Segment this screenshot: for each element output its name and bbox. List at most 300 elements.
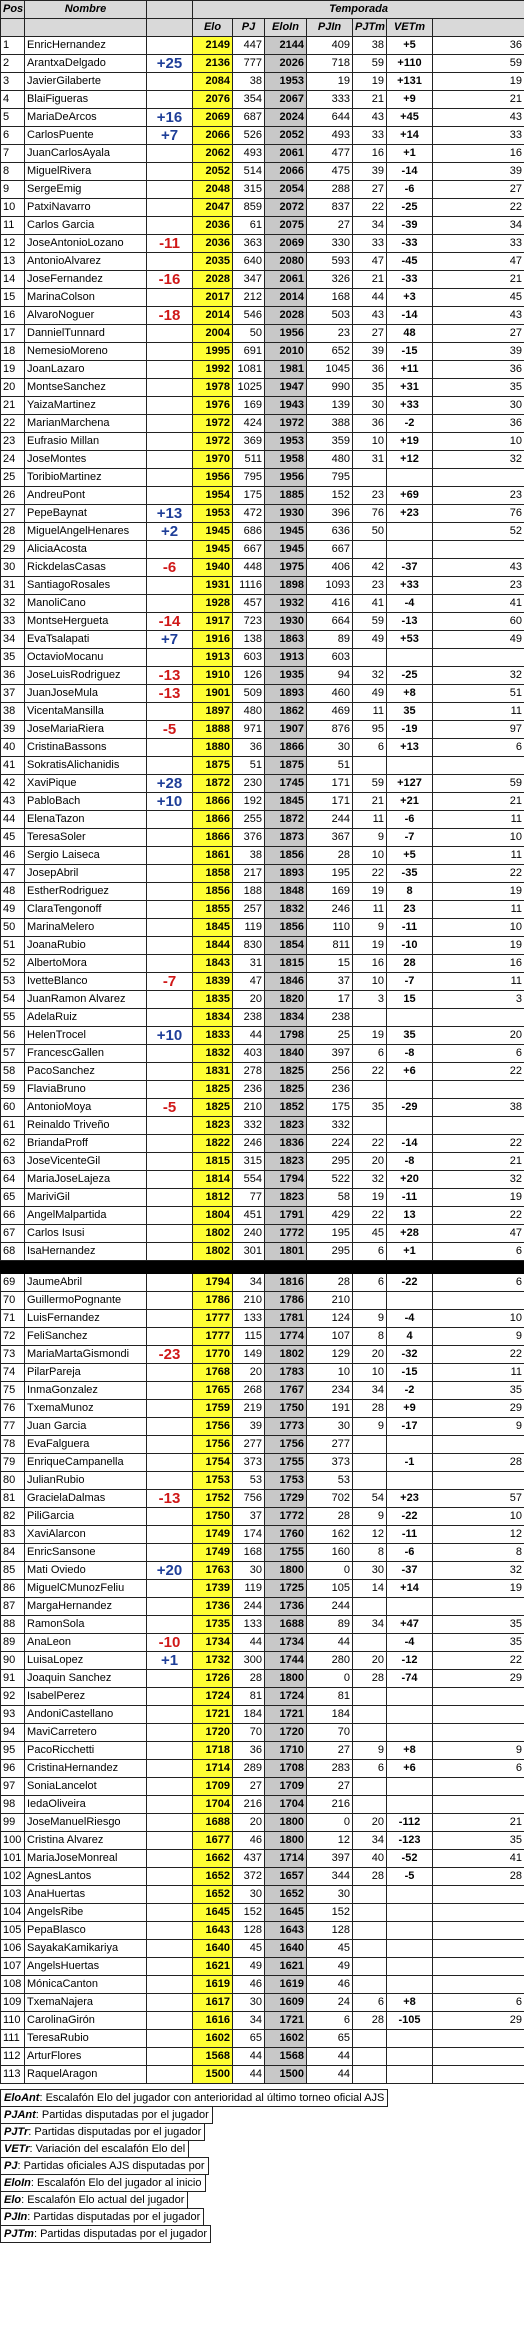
pjin-value: 330 [307, 235, 353, 253]
eloin-value: 1972 [265, 415, 307, 433]
eloin-value: 1708 [265, 1760, 307, 1778]
position-change [147, 1135, 193, 1153]
pjtm-value: 76 [353, 505, 387, 523]
pj-value: 667 [233, 541, 265, 559]
table-row [1, 1225, 524, 1243]
pjin-value: 373 [307, 1454, 353, 1472]
eloin-value: 1947 [265, 379, 307, 397]
player-name: AnaHuertas [25, 1886, 147, 1904]
row-pos: 18 [1, 343, 25, 361]
elo-value: 1652 [193, 1868, 233, 1886]
pjtm-value [353, 1886, 387, 1904]
pj-value: 777 [233, 55, 265, 73]
position-change [147, 2066, 193, 2084]
pj-value: 640 [233, 253, 265, 271]
pjin-value: 44 [307, 2048, 353, 2066]
pj-value: 27 [233, 1778, 265, 1796]
position-change [147, 1922, 193, 1940]
last-value [433, 1598, 524, 1616]
table-row [1, 1382, 524, 1400]
elo-value: 1834 [193, 1009, 233, 1027]
vetm-value: 8 [387, 883, 433, 901]
player-name: SergeEmig [25, 181, 147, 199]
player-name: ClaraTengonoff [25, 901, 147, 919]
pjtm-value: 27 [353, 325, 387, 343]
last-value: 21 [433, 91, 524, 109]
row-pos: 47 [1, 865, 25, 883]
position-change [147, 1472, 193, 1490]
player-name: MaviCarretero [25, 1724, 147, 1742]
table-row [1, 1724, 524, 1742]
position-change: -14 [147, 613, 193, 631]
pjin-value: 46 [307, 1976, 353, 1994]
vetm-value [387, 2030, 433, 2048]
row-pos: 39 [1, 721, 25, 739]
player-name: MariaJoseLajeza [25, 1171, 147, 1189]
vetm-value: +5 [387, 37, 433, 55]
elo-value: 2047 [193, 199, 233, 217]
position-change [147, 1328, 193, 1346]
player-name: Carlos Isusi [25, 1225, 147, 1243]
table-row [1, 1814, 524, 1832]
row-pos: 45 [1, 829, 25, 847]
position-change [147, 1688, 193, 1706]
pj-value: 20 [233, 991, 265, 1009]
pjtm-value [353, 2048, 387, 2066]
vetm-value [387, 1436, 433, 1454]
position-change [147, 433, 193, 451]
pj-value: 354 [233, 91, 265, 109]
legend [0, 2089, 524, 2243]
last-value [433, 649, 524, 667]
last-value: 16 [433, 145, 524, 163]
vetm-value: +69 [387, 487, 433, 505]
position-change: +16 [147, 109, 193, 127]
eloin-value: 1657 [265, 1868, 307, 1886]
pjtm-value: 40 [353, 1850, 387, 1868]
pjtm-value: 23 [353, 577, 387, 595]
table-row [1, 811, 524, 829]
last-value: 35 [433, 1382, 524, 1400]
row-pos: 1 [1, 37, 25, 55]
pjin-value: 283 [307, 1760, 353, 1778]
elo-value: 1843 [193, 955, 233, 973]
pjtm-value: 21 [353, 91, 387, 109]
pjtm-value: 34 [353, 217, 387, 235]
vetm-value: -14 [387, 1135, 433, 1153]
vetm-value: -25 [387, 667, 433, 685]
table-row [1, 1778, 524, 1796]
last-value: 6 [433, 1994, 524, 2012]
elo-value: 1825 [193, 1081, 233, 1099]
eloin-value: 1621 [265, 1958, 307, 1976]
pj-value: 289 [233, 1760, 265, 1778]
pj-value: 277 [233, 1436, 265, 1454]
eloin-value: 1866 [265, 739, 307, 757]
position-change [147, 73, 193, 91]
pjtm-value: 9 [353, 829, 387, 847]
player-name: PiliGarcia [25, 1508, 147, 1526]
pj-value: 45 [233, 1940, 265, 1958]
pjin-value: 175 [307, 1099, 353, 1117]
table-row [1, 865, 524, 883]
elo-value: 1855 [193, 901, 233, 919]
pjtm-value: 6 [353, 1243, 387, 1261]
table-row [1, 325, 524, 343]
elo-value: 1786 [193, 1292, 233, 1310]
elo-value: 1777 [193, 1328, 233, 1346]
last-value: 32 [433, 1171, 524, 1189]
vetm-value [387, 1117, 433, 1135]
last-value: 10 [433, 829, 524, 847]
player-name: AndreuPont [25, 487, 147, 505]
last-value [433, 1292, 524, 1310]
pj-value: 369 [233, 433, 265, 451]
player-name: EvaTsalapati [25, 631, 147, 649]
elo-value: 1866 [193, 829, 233, 847]
eloin-value: 1834 [265, 1009, 307, 1027]
pjin-value: 636 [307, 523, 353, 541]
last-value: 28 [433, 1868, 524, 1886]
row-pos: 99 [1, 1814, 25, 1832]
vetm-value: +131 [387, 73, 433, 91]
table-row [1, 883, 524, 901]
elo-value: 1945 [193, 541, 233, 559]
player-name: GuillermoPognante [25, 1292, 147, 1310]
row-pos: 74 [1, 1364, 25, 1382]
last-value [433, 1976, 524, 1994]
vetm-value [387, 1292, 433, 1310]
last-value [433, 1922, 524, 1940]
row-pos: 84 [1, 1544, 25, 1562]
eloin-value: 1800 [265, 1562, 307, 1580]
pj-value: 448 [233, 559, 265, 577]
vetm-value: +31 [387, 379, 433, 397]
elo-value: 1720 [193, 1724, 233, 1742]
eloin-value: 1846 [265, 973, 307, 991]
elo-value: 1802 [193, 1243, 233, 1261]
last-value: 6 [433, 1045, 524, 1063]
player-name: TeresaRubio [25, 2030, 147, 2048]
pjin-value: 23 [307, 325, 353, 343]
pjin-value: 234 [307, 1382, 353, 1400]
player-name: IvetteBlanco [25, 973, 147, 991]
pjtm-value [353, 1976, 387, 1994]
eloin-value: 1932 [265, 595, 307, 613]
table-row [1, 1544, 524, 1562]
row-pos: 6 [1, 127, 25, 145]
position-change [147, 343, 193, 361]
pjin-value: 168 [307, 289, 353, 307]
player-name: AndoniCastellano [25, 1706, 147, 1724]
pjin-value: 105 [307, 1580, 353, 1598]
eloin-value: 2026 [265, 55, 307, 73]
pj-value: 514 [233, 163, 265, 181]
legend-item [0, 2191, 188, 2209]
table-row [1, 2030, 524, 2048]
pjin-value: 429 [307, 1207, 353, 1225]
pjin-value: 107 [307, 1328, 353, 1346]
eloin-value: 1773 [265, 1418, 307, 1436]
pj-value: 376 [233, 829, 265, 847]
row-pos: 52 [1, 955, 25, 973]
pjin-value: 593 [307, 253, 353, 271]
elo-value: 1734 [193, 1634, 233, 1652]
last-value: 32 [433, 1562, 524, 1580]
vetm-value: 48 [387, 325, 433, 343]
eloin-value: 1825 [265, 1063, 307, 1081]
table-row [1, 1706, 524, 1724]
pj-value: 44 [233, 1027, 265, 1045]
player-name: SoniaLancelot [25, 1778, 147, 1796]
last-value [433, 1472, 524, 1490]
position-change [147, 1207, 193, 1225]
elo-value: 1763 [193, 1562, 233, 1580]
player-name: Mati Oviedo [25, 1562, 147, 1580]
table-row [1, 919, 524, 937]
pjin-value: 27 [307, 1742, 353, 1760]
table-row [1, 37, 524, 55]
pjtm-value [353, 1436, 387, 1454]
row-pos: 36 [1, 667, 25, 685]
player-name: TxemaNajera [25, 1994, 147, 2012]
row-pos: 30 [1, 559, 25, 577]
legend-text: : Partidas disputadas por el jugador [28, 2126, 202, 2138]
elo-value: 1568 [193, 2048, 233, 2066]
pjin-value: 30 [307, 1418, 353, 1436]
position-change [147, 1063, 193, 1081]
pjin-value: 110 [307, 919, 353, 937]
player-name: RamonSola [25, 1616, 147, 1634]
row-pos: 102 [1, 1868, 25, 1886]
position-change [147, 1243, 193, 1261]
row-pos: 95 [1, 1742, 25, 1760]
pjtm-value: 34 [353, 1832, 387, 1850]
vetm-value: +19 [387, 433, 433, 451]
eloin-value: 1729 [265, 1490, 307, 1508]
row-pos: 23 [1, 433, 25, 451]
position-change [147, 1526, 193, 1544]
row-pos: 83 [1, 1526, 25, 1544]
row-pos: 46 [1, 847, 25, 865]
pj-value: 509 [233, 685, 265, 703]
pjin-value: 129 [307, 1346, 353, 1364]
last-value: 10 [433, 1310, 524, 1328]
pjin-value: 152 [307, 487, 353, 505]
pjin-value: 1045 [307, 361, 353, 379]
vetm-value: -32 [387, 1346, 433, 1364]
pjin-value: 30 [307, 739, 353, 757]
last-value: 21 [433, 271, 524, 289]
table-row [1, 1454, 524, 1472]
last-value: 29 [433, 2012, 524, 2030]
eloin-value: 2010 [265, 343, 307, 361]
elo-value: 2076 [193, 91, 233, 109]
eloin-value: 1786 [265, 1292, 307, 1310]
pj-value: 603 [233, 649, 265, 667]
player-name: IsaHernandez [25, 1243, 147, 1261]
last-value [433, 1724, 524, 1742]
pj-value: 30 [233, 1994, 265, 2012]
elo-value: 1726 [193, 1670, 233, 1688]
pjtm-value: 19 [353, 73, 387, 91]
row-pos: 41 [1, 757, 25, 775]
pj-value: 238 [233, 1009, 265, 1027]
last-value: 35 [433, 1832, 524, 1850]
table-row [1, 1976, 524, 1994]
eloin-value: 1734 [265, 1634, 307, 1652]
pjtm-value: 30 [353, 1562, 387, 1580]
last-value: 33 [433, 127, 524, 145]
last-value: 9 [433, 1418, 524, 1436]
position-change [147, 829, 193, 847]
elo-value: 1640 [193, 1940, 233, 1958]
row-pos: 109 [1, 1994, 25, 2012]
vetm-value [387, 1778, 433, 1796]
eloin-value: 1823 [265, 1153, 307, 1171]
position-change [147, 577, 193, 595]
pj-value: 372 [233, 1868, 265, 1886]
elo-value: 1833 [193, 1027, 233, 1045]
pj-value: 37 [233, 1508, 265, 1526]
pjtm-value: 14 [353, 1580, 387, 1598]
position-change [147, 1850, 193, 1868]
pj-value: 61 [233, 217, 265, 235]
position-change: -5 [147, 1099, 193, 1117]
pjtm-value: 59 [353, 775, 387, 793]
vetm-value [387, 1472, 433, 1490]
vetm-value: -14 [387, 307, 433, 325]
elo-value: 1750 [193, 1508, 233, 1526]
pj-value: 554 [233, 1171, 265, 1189]
position-change [147, 1508, 193, 1526]
pjin-value: 603 [307, 649, 353, 667]
elo-value: 1736 [193, 1598, 233, 1616]
eloin-value: 1825 [265, 1081, 307, 1099]
table-row [1, 1508, 524, 1526]
row-pos: 97 [1, 1778, 25, 1796]
table-row [1, 91, 524, 109]
player-name: MariviGil [25, 1189, 147, 1207]
pjtm-value: 6 [353, 1045, 387, 1063]
row-pos: 81 [1, 1490, 25, 1508]
vetm-value: -33 [387, 271, 433, 289]
eloin-value: 1930 [265, 613, 307, 631]
table-row [1, 1760, 524, 1778]
pj-value: 246 [233, 1135, 265, 1153]
vetm-value [387, 1706, 433, 1724]
player-name: AliciaAcosta [25, 541, 147, 559]
vetm-value: +1 [387, 145, 433, 163]
position-change [147, 253, 193, 271]
legend-item [0, 2089, 388, 2107]
player-name: JoseAntonioLozano [25, 235, 147, 253]
table-row [1, 199, 524, 217]
elo-value: 1754 [193, 1454, 233, 1472]
pj-value: 184 [233, 1706, 265, 1724]
eloin-value: 1930 [265, 505, 307, 523]
table-row [1, 1207, 524, 1225]
pj-value: 546 [233, 307, 265, 325]
player-name: MiguelCMunozFeliu [25, 1580, 147, 1598]
vetm-value [387, 1724, 433, 1742]
elo-value: 1500 [193, 2066, 233, 2084]
pjtm-value: 42 [353, 559, 387, 577]
table-row [1, 1153, 524, 1171]
last-value [433, 469, 524, 487]
pjtm-value [353, 1940, 387, 1958]
pjin-value: 15 [307, 955, 353, 973]
pj-value: 859 [233, 199, 265, 217]
legend-item [0, 2174, 206, 2192]
pj-value: 278 [233, 1063, 265, 1081]
player-name: AngelMalpartida [25, 1207, 147, 1225]
player-name: JoanLazaro [25, 361, 147, 379]
eloin-value: 1767 [265, 1382, 307, 1400]
elo-value: 1972 [193, 433, 233, 451]
player-name: AlbertoMora [25, 955, 147, 973]
pjtm-value: 45 [353, 1225, 387, 1243]
player-name: JoanaRubio [25, 937, 147, 955]
pj-value: 30 [233, 1562, 265, 1580]
position-change [147, 1382, 193, 1400]
player-name: IedaOliveira [25, 1796, 147, 1814]
player-name: RickdelasCasas [25, 559, 147, 577]
last-value: 43 [433, 109, 524, 127]
player-name: ArantxaDelgado [25, 55, 147, 73]
elo-value: 1688 [193, 1814, 233, 1832]
legend-text: : Escalafón Elo del jugador al inicio [30, 2177, 202, 2189]
vetm-value: +20 [387, 1171, 433, 1189]
pj-value: 212 [233, 289, 265, 307]
elo-value: 1835 [193, 991, 233, 1009]
position-change [147, 1868, 193, 1886]
table-row [1, 1436, 524, 1454]
vetm-value: +28 [387, 1225, 433, 1243]
eloin-value: 1873 [265, 829, 307, 847]
vetm-value: 23 [387, 901, 433, 919]
eloin-value: 1643 [265, 1922, 307, 1940]
row-pos: 3 [1, 73, 25, 91]
last-value: 23 [433, 577, 524, 595]
pjtm-value: 21 [353, 271, 387, 289]
player-name: PilarPareja [25, 1364, 147, 1382]
row-pos: 19 [1, 361, 25, 379]
pjin-value: 256 [307, 1063, 353, 1081]
pjtm-value: 22 [353, 1135, 387, 1153]
position-change [147, 1292, 193, 1310]
legend-abbr: PJIn [4, 2211, 28, 2223]
position-change [147, 955, 193, 973]
position-change [147, 1670, 193, 1688]
table-row [1, 127, 524, 145]
pjtm-value: 6 [353, 1994, 387, 2012]
position-change [147, 811, 193, 829]
pjtm-value: 49 [353, 685, 387, 703]
eloin-value: 1645 [265, 1904, 307, 1922]
last-value: 11 [433, 973, 524, 991]
table-row [1, 2048, 524, 2066]
elo-value: 1704 [193, 1796, 233, 1814]
last-value: 39 [433, 163, 524, 181]
pjin-value: 397 [307, 1045, 353, 1063]
pjtm-value: 33 [353, 235, 387, 253]
table-row [1, 1922, 524, 1940]
row-pos: 93 [1, 1706, 25, 1724]
vetm-value: -8 [387, 1045, 433, 1063]
pj-value: 687 [233, 109, 265, 127]
pj-value: 511 [233, 451, 265, 469]
